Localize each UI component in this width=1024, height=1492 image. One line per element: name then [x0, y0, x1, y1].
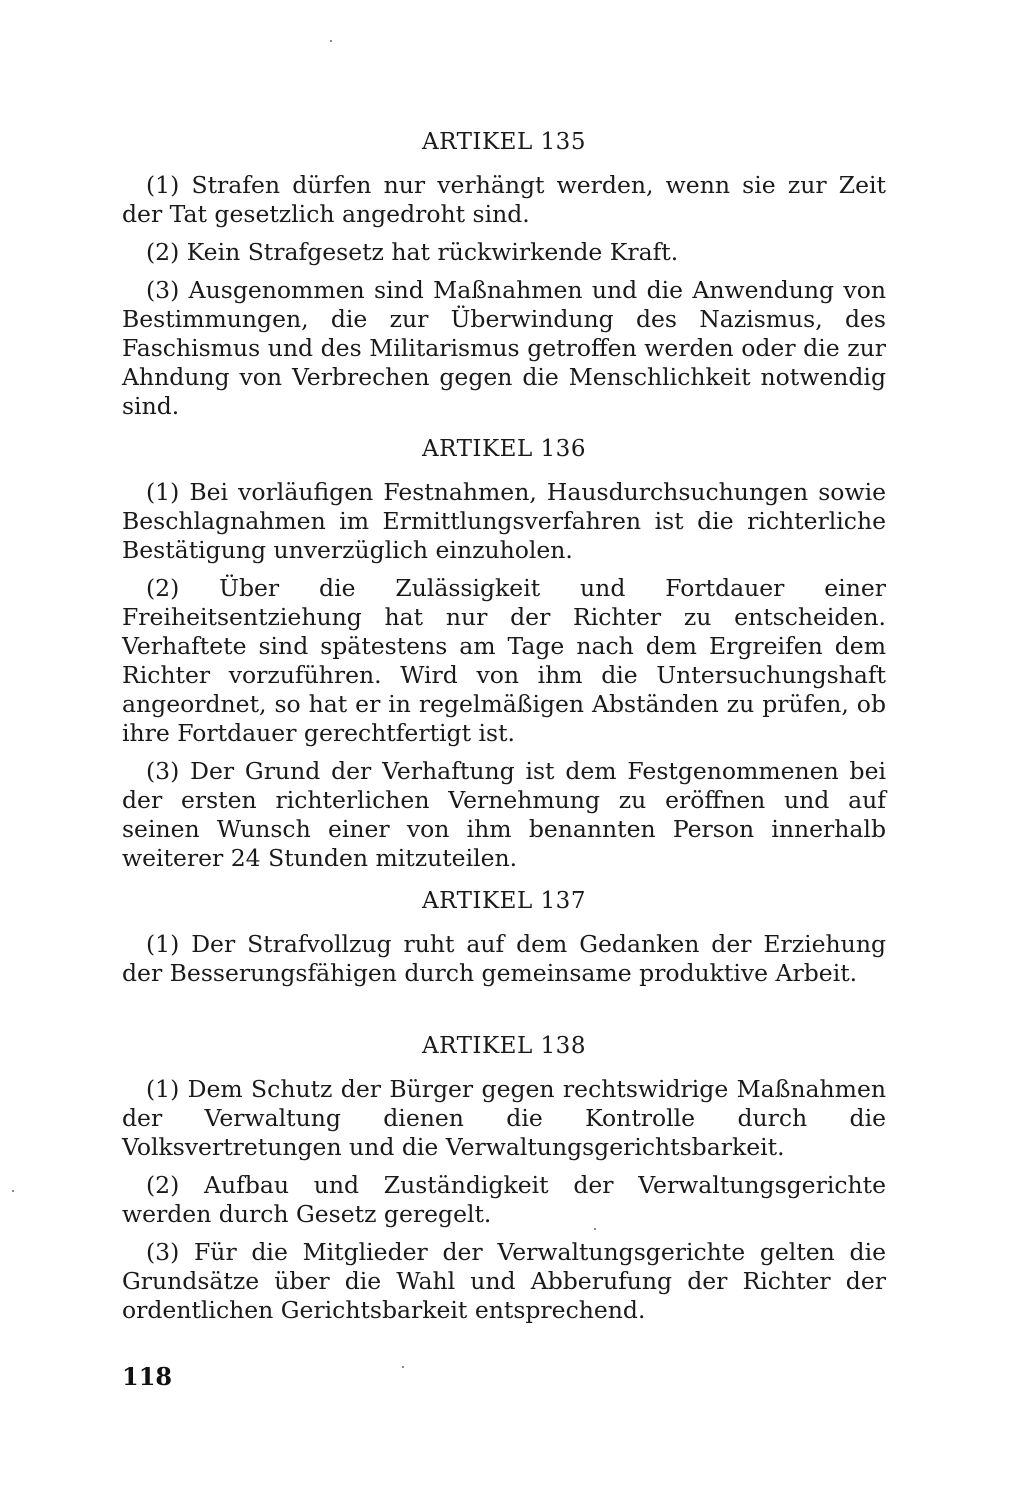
article-paragraph: (1) Bei vorläufigen Festnahmen, Hausdurchsuchungen sowie Beschlagnahmen im Ermittlungsverfahren ist die richterliche Bestätigung unverzüglich einzuholen.	[122, 478, 886, 564]
article-paragraph: (2) Aufbau und Zuständigkeit der Verwaltungsgerichte werden durch Gesetz geregelt.	[122, 1171, 886, 1228]
article-paragraph: (3) Für die Mitglieder der Verwaltungsgerichte gelten die Grundsätze über die Wahl und Abberufung der Richter der ordentlichen Gerichtsbarkeit entsprechend.	[122, 1238, 886, 1324]
article-paragraph: (2) Über die Zulässigkeit und Fortdauer einer Freiheitsentziehung hat nur der Richter zu entscheiden. Verhaftete sind spätestens am Tage nach dem Ergreifen dem Richter vorzuführen. Wird von ihm die Untersuchungshaft angeordnet, so hat er in regelmäßigen Abständen zu prüfen, ob ihre Fortdauer gerechtfertigt ist.	[122, 574, 886, 747]
article-paragraph: (3) Der Grund der Verhaftung ist dem Festgenommenen bei der ersten richterlichen Vernehmung zu eröffnen und auf seinen Wunsch einer von ihm benannten Person innerhalb weiterer 24 Stunden mitzuteilen.	[122, 757, 886, 872]
article-135	[122, 128, 886, 421]
article-heading: ARTIKEL 135	[422, 129, 586, 155]
article-137	[122, 887, 886, 988]
scan-speck	[12, 1190, 14, 1192]
article-paragraph: (1) Strafen dürfen nur verhängt werden, wenn sie zur Zeit der Tat gesetzlich angedroht sind.	[122, 171, 886, 228]
scan-speck	[402, 1366, 404, 1368]
article-heading: ARTIKEL 138	[422, 1033, 586, 1059]
page-number: 118	[122, 1362, 173, 1391]
article-paragraph: (1) Der Strafvollzug ruht auf dem Gedanken der Erziehung der Besserungsfähigen durch gemeinsame produktive Arbeit.	[122, 930, 886, 987]
article-paragraph: (1) Dem Schutz der Bürger gegen rechtswidrige Maßnahmen der Verwaltung dienen die Kontrolle durch die Volksvertretungen und die Verwaltungsgerichtsbarkeit.	[122, 1075, 886, 1161]
page-content	[122, 128, 886, 1334]
article-136	[122, 435, 886, 873]
article-paragraph: (3) Ausgenommen sind Maßnahmen und die Anwendung von Bestimmungen, die zur Überwindung des Nazismus, des Faschismus und des Militarismus getroffen werden oder die zur Ahndung von Verbrechen gegen die Menschlichkeit notwendig sind.	[122, 276, 886, 420]
article-heading: ARTIKEL 137	[422, 888, 586, 914]
scan-speck	[330, 40, 332, 42]
article-paragraph: (2) Kein Strafgesetz hat rückwirkende Kraft.	[146, 238, 679, 266]
article-heading: ARTIKEL 136	[422, 436, 586, 462]
article-138	[122, 1032, 886, 1325]
